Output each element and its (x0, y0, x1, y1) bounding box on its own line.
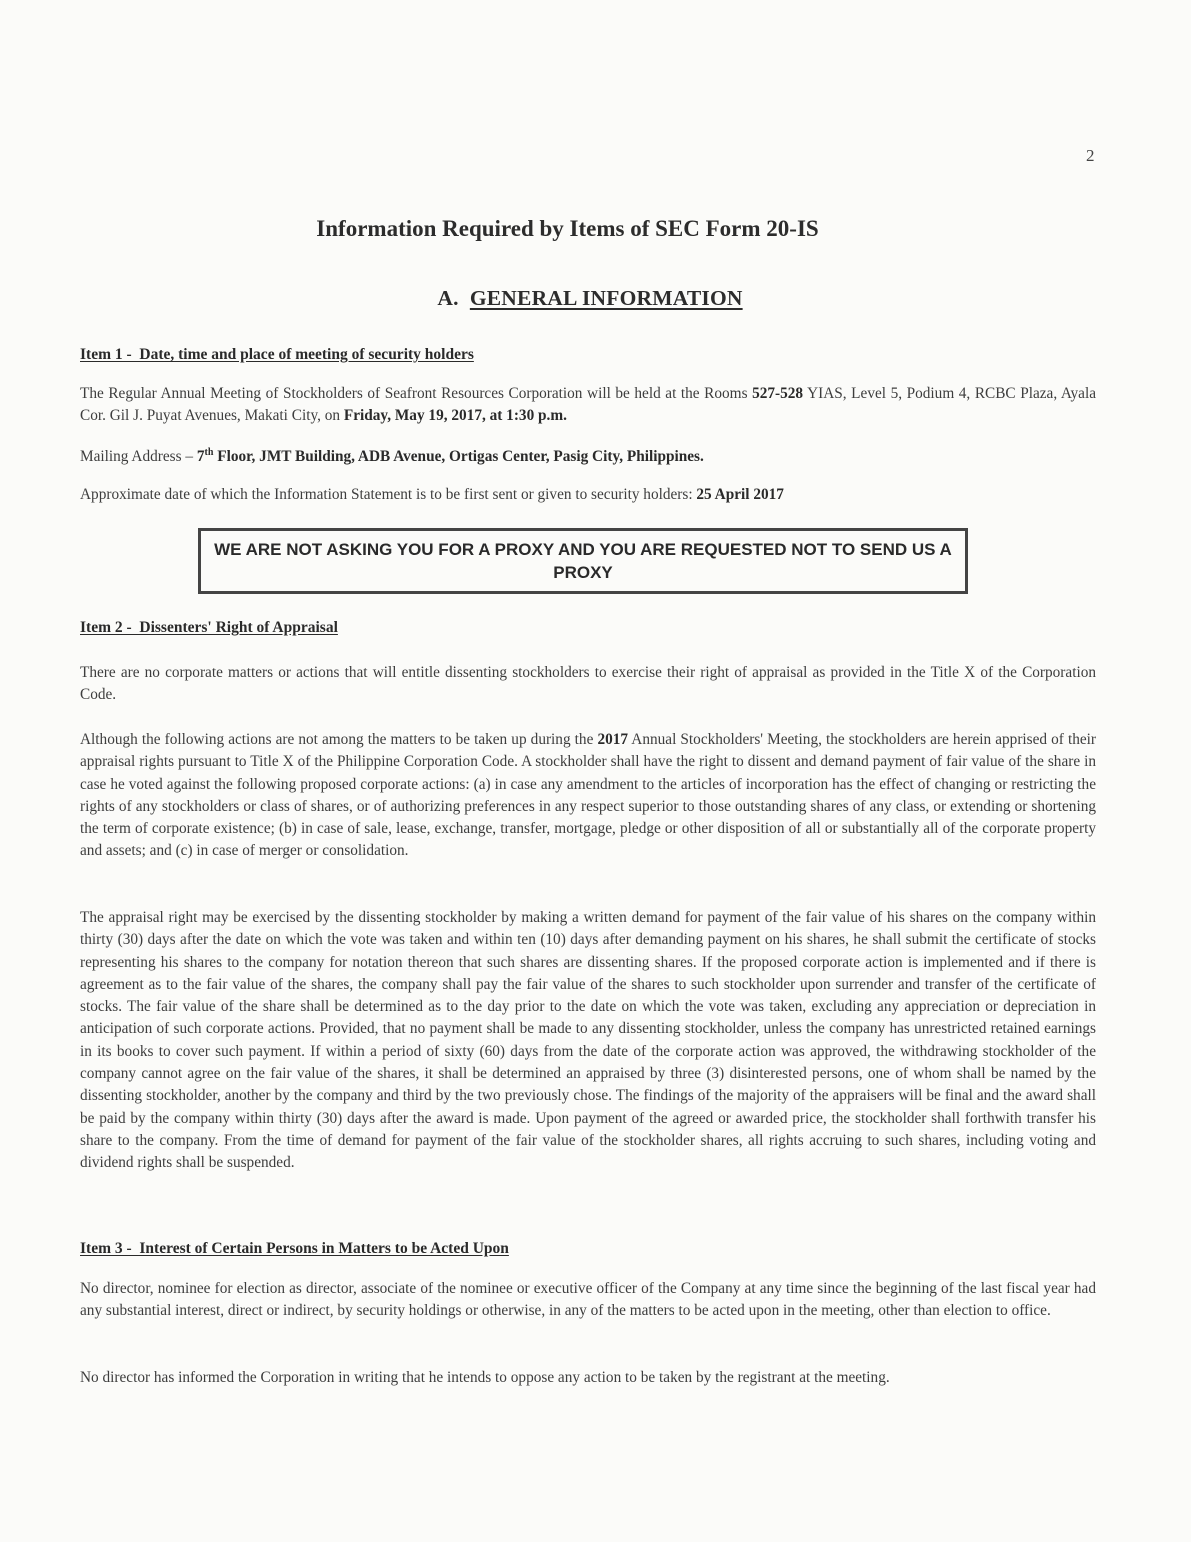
meeting-year: 2017 (597, 731, 629, 748)
section-heading (0, 286, 1180, 311)
proxy-notice-text: WE ARE NOT ASKING YOU FOR A PROXY AND YOU ARE REQUESTED NOT TO SEND US A PROXY (214, 540, 952, 582)
proxy-notice-box (198, 528, 968, 594)
item-2-paragraph-2-rest: Annual Stockholders' Meeting, the stockholders are herein apprised of their appraisal rights pursuant to Title X of the Philippine Corporation Code. A stockholder shall have the right to dissent and demand payment of fair value of the share in case he voted against the following proposed corporate actions: (a) in case any amendment to the articles of incorporation has the effect of changing or restricting the rights of any stockholders or class of shares, or of authorizing preferences in any respect superior to those outstanding shares of any class, or extending or shortening the term of corporate existence; (b) in case of sale, lease, exchange, transfer, mortgage, pledge or other disposition of all or substantially all of the corporate property and assets; and (c) in case of merger or consolidation. (80, 731, 1096, 860)
item-3-paragraph-1: No director, nominee for election as director, associate of the nominee or executive officer of the Company at any time since the beginning of the last fiscal year had any substantial interest, direct or indirect, by security holdings or otherwise, in any of the matters to be acted upon in the meeting, other than election to office. (80, 1280, 1096, 1320)
approximate-date: 25 April 2017 (696, 486, 784, 503)
meeting-rooms: 527-528 (752, 385, 804, 402)
item-2-paragraph-1: There are no corporate matters or actions that will entitle dissenting stockholders to exercise their right of appraisal as provided in the Title X of the Corporation Code. (80, 664, 1096, 704)
item-1-heading: Item 1 - Date, time and place of meeting of security holders (80, 346, 474, 363)
mailing-label: Mailing Address – (80, 448, 197, 465)
approximate-date-label: Approximate date of which the Information Statement is to be first sent or given to security holders: (80, 486, 697, 503)
mailing-floor-suffix: th (204, 446, 214, 458)
mailing-address: Floor, JMT Building, ADB Avenue, Ortigas Center, Pasig City, Philippines. (213, 448, 704, 465)
item-2-paragraph-2 (80, 729, 1096, 863)
item-3-paragraph-2: No director has informed the Corporation in writing that he intends to oppose any action to be taken by the registrant at the meeting. (80, 1369, 890, 1386)
mailing-address-line (80, 446, 704, 468)
approximate-date-line (80, 484, 784, 506)
item-3-heading: Item 3 - Interest of Certain Persons in Matters to be Acted Upon (80, 1240, 509, 1257)
item-2-paragraph-3: The appraisal right may be exercised by the dissenting stockholder by making a written demand for payment of the fair value of his shares on the company within thirty (30) days after the date on which the vote was taken and within ten (10) days after demanding payment on his shares, he shall submit the certificate of stocks representing his shares to the company for notation thereon that such shares are dissenting shares. If the proposed corporate action is implemented and if there is agreement as to the fair value of the shares, the company shall pay the fair value of the shares to such stockholder upon surrender and transfer of the certificate of stocks. The fair value of the share shall be determined as to the day prior to the date on which the vote was taken, excluding any appreciation or depreciation in anticipation of such corporate actions. Provided, that no payment shall be made to any dissenting stockholder, unless the company has unrestricted retained earnings in its books to cover such payment. If within a period of sixty (60) days from the date of the corporate action was approved, the withdrawing stockholder of the company cannot agree on the fair value of the shares, it shall be determined an appraised by three (3) disinterested persons, one of whom shall be named by the dissenting stockholder, another by the company and third by the two previously chose. The findings of the majority of the appraisers will be final and the award shall be paid by the company within thirty (30) days after the award is made. Upon payment of the agreed or awarded price, the stockholder shall forthwith transfer his share to the company. From the time of demand for payment of the fair value of the stockholder shares, all rights accruing to such shares, including voting and dividend rights shall be suspended. (80, 909, 1096, 1172)
meeting-text-1: The Regular Annual Meeting of Stockholders of Seafront Resources Corporation will be held at the Rooms (80, 385, 753, 402)
page-number: 2 (1086, 146, 1095, 165)
meeting-text-2: YIAS, Level 5, Podium 4, RCBC Plaza, Ayala Cor. Gil J. Puyat Avenues, Makati City, on (80, 385, 1096, 425)
section-prefix: A. (437, 286, 459, 310)
document-title: Information Required by Items of SEC Form 20-IS (316, 216, 819, 241)
mailing-floor-number: 7 (196, 448, 205, 465)
item-2-heading: Item 2 - Dissenters' Right of Appraisal (80, 619, 338, 636)
meeting-date-time: Friday, May 19, 2017, at 1:30 p.m. (343, 407, 567, 425)
section-heading-text: GENERAL INFORMATION (469, 286, 743, 310)
item-1-meeting-paragraph (80, 383, 1096, 428)
item-2-paragraph-2-start: Although the following actions are not among the matters to be taken up during the (80, 731, 598, 748)
